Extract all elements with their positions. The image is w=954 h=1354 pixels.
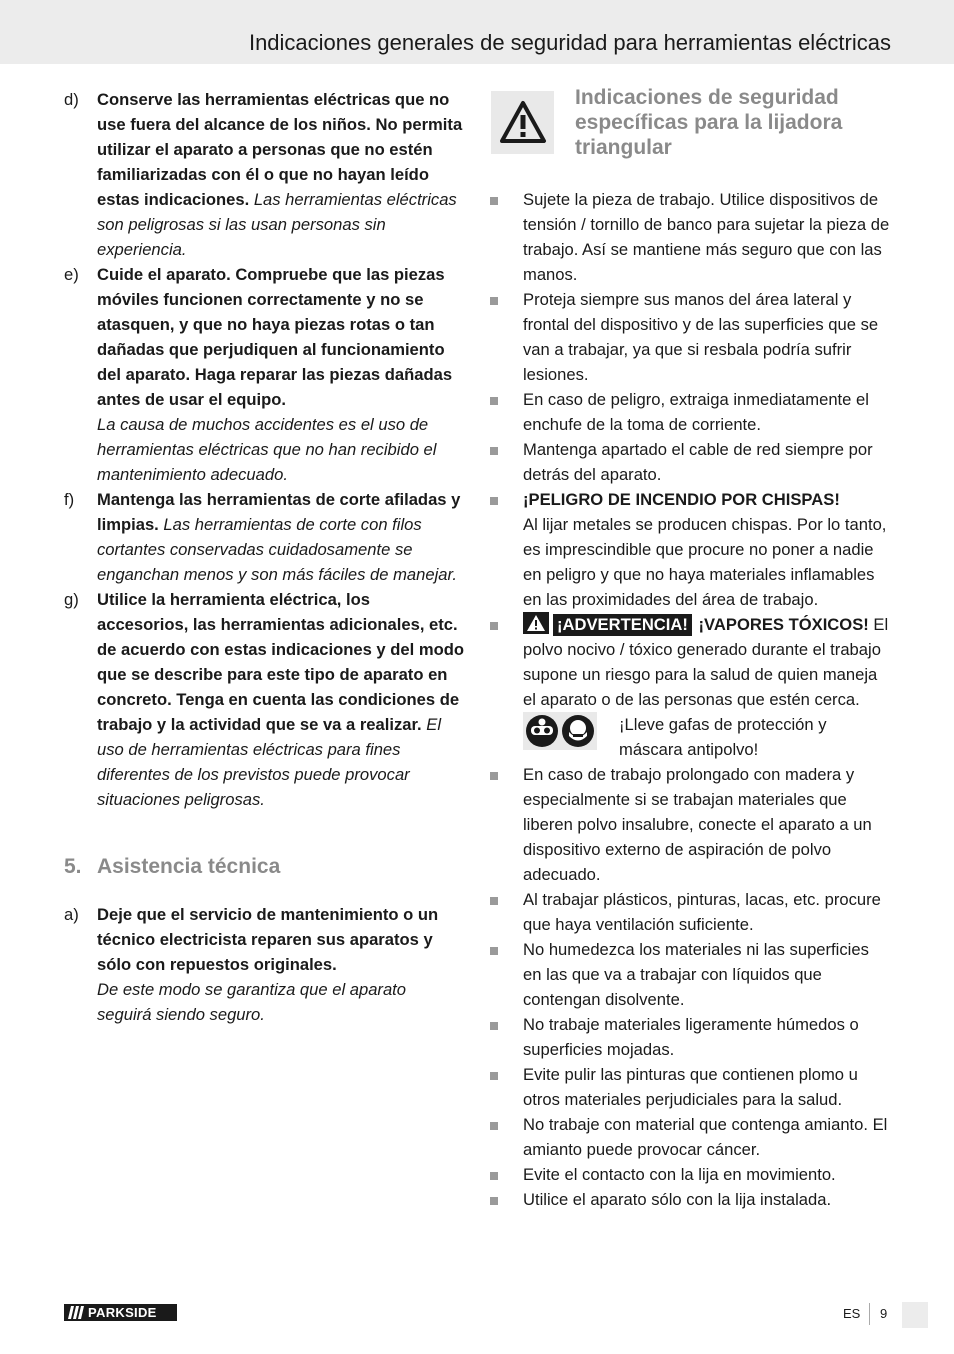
bullet-square-icon xyxy=(490,947,498,955)
item-italic-text: La causa de muchos accidentes es el uso de herramientas eléctricas que no han recibido el mantenimiento adecuado. xyxy=(97,415,437,484)
list-item xyxy=(490,1187,890,1212)
item-italic-text: El uso de herramientas eléctricas para fines diferentes de los previstos puede provocar situaciones peligrosas. xyxy=(97,715,442,809)
dust-mask-icon xyxy=(562,715,594,747)
list-item-d xyxy=(64,87,464,262)
item-letter: e) xyxy=(64,265,79,284)
list-item xyxy=(490,762,890,887)
page-number: 9 xyxy=(880,1306,888,1321)
section-heading xyxy=(64,855,464,879)
item-italic-text: De este modo se garantiza que el aparato seguirá siendo seguro. xyxy=(97,980,407,1024)
bullet-text: Al trabajar plásticos, pinturas, lacas, etc. procure que haya ventilación suficiente. xyxy=(523,890,881,934)
parkside-logo xyxy=(64,1304,177,1321)
warning-triangle-small-icon xyxy=(523,612,549,634)
bullet-square-icon xyxy=(490,772,498,780)
warning-triangle-icon xyxy=(491,91,554,154)
ppe-icons xyxy=(523,712,597,750)
bullet-text: Proteja siempre sus manos del área lateral y frontal del dispositivo y de las superficies que se van a trabajar, ya que si resbala podría sufrir lesiones. xyxy=(523,290,879,384)
bullet-square-icon xyxy=(490,1072,498,1080)
bullet-square-icon xyxy=(490,197,498,205)
bullet-square-icon xyxy=(490,297,498,305)
left-column xyxy=(64,87,464,1027)
bullet-square-icon xyxy=(490,622,498,630)
logo-text: PARKSIDE xyxy=(88,1305,157,1320)
bullet-square-icon xyxy=(490,1197,498,1205)
item-bold-text: Utilice la herramienta eléctrica, los accesorios, las herramientas adicionales, etc. de acuerdo con estas indicaciones y del modo que se describe para este tipo de aparato en concreto. Tenga en cuenta las condiciones de trabajo y la actividad que se va a realizar. xyxy=(97,590,465,734)
list-item xyxy=(490,1162,890,1187)
list-item xyxy=(490,937,890,1012)
page-corner-box xyxy=(902,1302,928,1328)
fire-warning-text: Al lijar metales se producen chispas. Por lo tanto, es imprescindible que procure no poner a nadie en peligro y que no haya materiales inflamables en las proximidades del área de trabajo. xyxy=(523,515,887,609)
bullet-text: En caso de peligro, extraiga inmediatamente el enchufe de la toma de corriente. xyxy=(523,390,869,434)
bullet-text: Evite el contacto con la lija en movimiento. xyxy=(523,1165,836,1184)
safety-goggles-icon xyxy=(526,715,558,747)
bullet-text: No trabaje materiales ligeramente húmedos o superficies mojadas. xyxy=(523,1015,859,1059)
item-letter: a) xyxy=(64,905,79,924)
list-item-e xyxy=(64,262,464,487)
footer-divider xyxy=(869,1303,870,1325)
list-item xyxy=(490,887,890,937)
fire-warning-heading: ¡PELIGRO DE INCENDIO POR CHISPAS! xyxy=(523,490,840,509)
item-letter: f) xyxy=(64,490,75,509)
bullet-text: Evite pulir las pinturas que contienen plomo u otros materiales perjudiciales para la salud. xyxy=(523,1065,858,1109)
item-letter: g) xyxy=(64,590,79,609)
bullet-text: No humedezca los materiales ni las superficies en las que va a trabajar con líquidos que contengan disolvente. xyxy=(523,940,869,1009)
toxic-vapors-heading: ¡VAPORES TÓXICOS! xyxy=(698,615,869,634)
list-item-fire xyxy=(490,487,890,612)
item-italic-text: Las herramientas de corte con filos cortantes conservadas cuidadosamente se enganchan menos y son más fáciles de manejar. xyxy=(97,515,458,584)
bullet-square-icon xyxy=(490,497,498,505)
item-bold-text: Conserve las herramientas eléctricas que no use fuera del alcance de los niños. No permita utilizar el aparato a personas que no estén familiarizadas con él o que no hayan leído estas indicaciones. xyxy=(97,90,463,209)
section-number: 5. xyxy=(64,855,82,878)
list-item-warning xyxy=(490,612,890,712)
toxic-vapors-text: El polvo nocivo / tóxico generado durante el trabajo supone un riesgo para la salud de quien maneja el aparato o de las personas que estén cerca. xyxy=(523,615,889,709)
right-column xyxy=(490,187,890,1212)
list-item xyxy=(490,287,890,387)
section-title: Asistencia técnica xyxy=(97,855,281,878)
bullet-square-icon xyxy=(490,397,498,405)
item-letter: d) xyxy=(64,90,79,109)
item-bold-text: Deje que el servicio de mantenimiento o un técnico electricista reparen sus aparatos y sólo con repuestos originales. xyxy=(97,905,439,974)
advertencia-label: ¡ADVERTENCIA! xyxy=(553,614,692,636)
list-item-a xyxy=(64,902,464,1027)
bullet-text: Utilice el aparato sólo con la lija instalada. xyxy=(523,1190,832,1209)
ppe-notice xyxy=(490,712,890,762)
bullet-text: Mantenga apartado el cable de red siempre por detrás del aparato. xyxy=(523,440,873,484)
item-italic-text: Las herramientas eléctricas son peligrosas si las usan personas sin experiencia. xyxy=(97,190,457,259)
bullet-square-icon xyxy=(490,1022,498,1030)
bullet-square-icon xyxy=(490,897,498,905)
item-bold-text: Mantenga las herramientas de corte afiladas y limpias. xyxy=(97,490,461,534)
list-item xyxy=(490,187,890,287)
list-item xyxy=(490,387,890,437)
bullet-square-icon xyxy=(490,1172,498,1180)
page-title: Indicaciones generales de seguridad para herramientas eléctricas xyxy=(248,30,891,55)
section-title-right: Indicaciones de seguridad específicas para la lijadora triangular xyxy=(575,86,843,159)
bullet-square-icon xyxy=(490,447,498,455)
language-code: ES xyxy=(843,1306,861,1321)
list-item xyxy=(490,437,890,487)
list-item-f xyxy=(64,487,464,587)
bullet-square-icon xyxy=(490,1122,498,1130)
list-item xyxy=(490,1012,890,1062)
item-bold-text: Cuide el aparato. Compruebe que las piezas móviles funcionen correctamente y no se atasquen, y que no haya piezas rotas o tan dañadas que perjudiquen al funcionamiento del aparato. Haga reparar las piezas dañadas antes de usar el equipo. xyxy=(97,265,453,409)
bullet-text: No trabaje con material que contenga amianto. El amianto puede provocar cáncer. xyxy=(523,1115,888,1159)
bullet-text: Sujete la pieza de trabajo. Utilice dispositivos de tensión / tornillo de banco para sujetar la pieza de trabajo. Así se mantiene más seguro que con las manos. xyxy=(523,190,890,284)
list-item xyxy=(490,1062,890,1112)
list-item xyxy=(490,1112,890,1162)
list-item-g xyxy=(64,587,464,812)
ppe-text: ¡Lleve gafas de protección y máscara antipolvo! xyxy=(619,715,827,759)
bullet-text: En caso de trabajo prolongado con madera y especialmente si se trabajan materiales que liberen polvo insalubre, conecte el aparato a un dispositivo externo de aspiración de polvo adecuado. xyxy=(523,765,872,884)
logo-stripes-icon xyxy=(67,1304,87,1321)
